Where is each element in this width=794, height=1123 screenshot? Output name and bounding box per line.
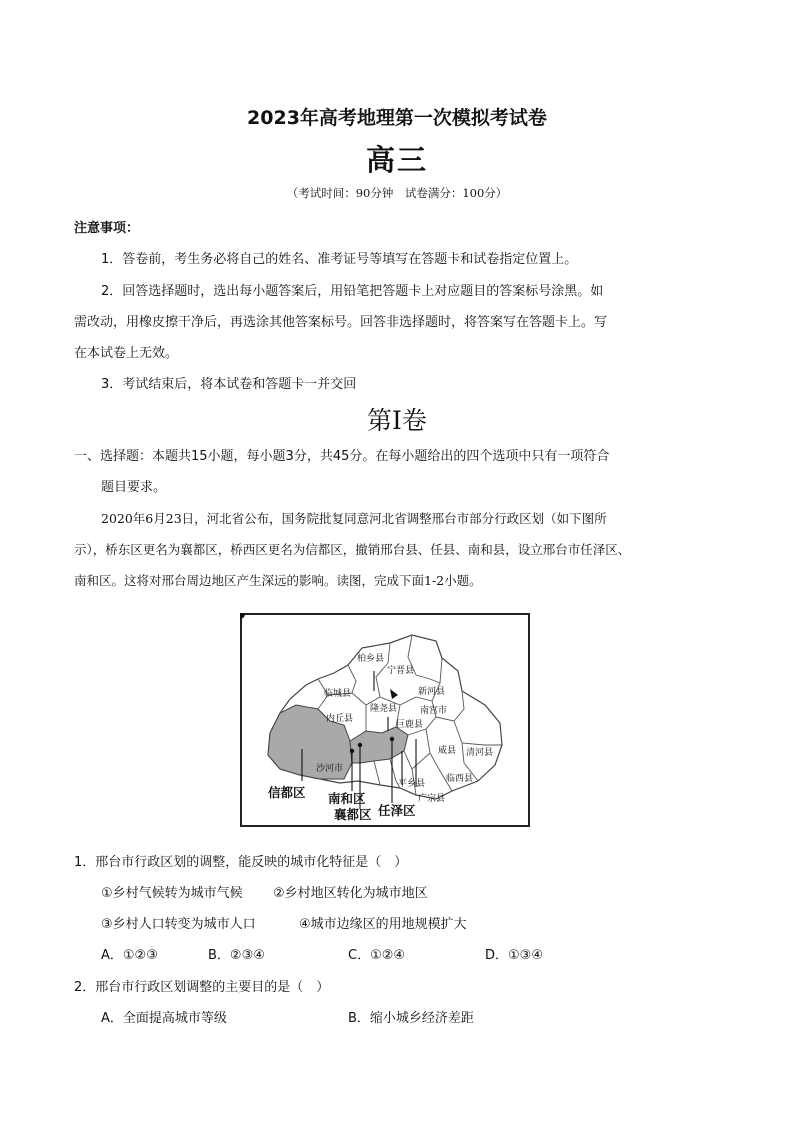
notice-item-1: 1．答卷前，考生务必将自己的姓名、准考证号等填写在答题卡和试卷指定位置上。 (101, 252, 578, 267)
label-xiangdu-district: 襄都区 (334, 807, 372, 822)
q1-option-b[interactable]: B．②③④ (208, 948, 265, 963)
q2-option-a[interactable]: A．全面提高城市等级 (101, 1011, 227, 1026)
notice-item-2: 2．回答选择题时，选出每小题答案后，用铅笔把答题卡上对应题目的答案标号涂黑。如 (101, 284, 604, 299)
section-heading: 一、选择题：本题共15小题，每小题3分，共45分。在每小题给出的四个选项中只有一项符合 (74, 449, 610, 464)
section-heading-cont: 题目要求。 (101, 480, 167, 495)
context-line-1: 2020年6月23日，河北省公布，国务院批复同意河北省调整邢台市部分行政区划（如下图所 (101, 511, 607, 526)
label-neiqiu: 内丘县 (326, 714, 354, 724)
label-xindu-district: 信都区 (268, 785, 306, 800)
q1-statement-2: ②乡村地区转化为城市地区 (273, 886, 428, 901)
context-line-3: 南和区。这将对邢台周边地区产生深远的影响。读图，完成下面1-2小题。 (74, 573, 482, 588)
label-linxi: 临西县 (446, 774, 474, 784)
label-nangong: 南宫市 (420, 706, 448, 716)
label-nanhe-district: 南和区 (328, 791, 366, 806)
notice-item-2-cont: 需改动，用橡皮擦干净后，再选涂其他答案标号。回答非选择题时，将答案写在答题卡上。写 (74, 315, 608, 330)
label-xinhe: 新河县 (418, 687, 446, 697)
q1-statement-1: ①乡村气候转为城市气候 (101, 886, 243, 901)
exam-title: 2023年高考地理第一次模拟考试卷 (247, 107, 547, 129)
label-shahe: 沙河市 (316, 764, 344, 774)
label-baixiang: 柏乡县 (357, 654, 385, 664)
district-map (240, 613, 530, 827)
label-longyao: 隆尧县 (370, 704, 398, 714)
notice-heading: 注意事项： (74, 221, 140, 236)
notice-item-2-end: 在本试卷上无效。 (74, 346, 179, 361)
context-line-2: 示），桥东区更名为襄都区，桥西区更名为信都区，撤销邢台县、任县、南和县，设立邢台市任泽区、 (74, 542, 631, 557)
q1-option-c[interactable]: C．①②④ (348, 948, 406, 963)
notice-item-3: 3．考试结束后，将本试卷和答题卡一并交回 (101, 377, 357, 392)
label-renze-district: 任泽区 (378, 803, 416, 818)
question-1-stem: 1．邢台市行政区划的调整，能反映的城市化特征是（ ） (74, 855, 408, 870)
q2-option-b[interactable]: B．缩小城乡经济差距 (348, 1011, 474, 1026)
label-ningjin: 宁晋县 (387, 666, 415, 676)
label-lincheng: 临城县 (324, 689, 352, 699)
label-weixian: 威县 (438, 746, 457, 756)
q1-statement-3: ③乡村人口转变为城市人口 (101, 917, 256, 932)
label-guangzong: 广宗县 (418, 794, 446, 804)
volume-heading: 第Ⅰ卷 (367, 406, 427, 435)
question-2-stem: 2．邢台市行政区划调整的主要目的是（ ） (74, 980, 330, 995)
q1-option-a[interactable]: A．①②③ (101, 948, 158, 963)
grade-title: 高三 (365, 143, 428, 177)
exam-info: （考试时间：90分钟 试卷满分：100分） (286, 186, 508, 200)
label-qinghe: 清河县 (466, 748, 494, 758)
label-pingxiang: 平乡县 (398, 779, 426, 789)
q1-option-d[interactable]: D．①③④ (485, 948, 543, 963)
q1-statement-4: ④城市边缘区的用地规模扩大 (299, 917, 467, 932)
map-corner-dot (240, 613, 245, 619)
label-julu: 巨鹿县 (396, 720, 424, 730)
